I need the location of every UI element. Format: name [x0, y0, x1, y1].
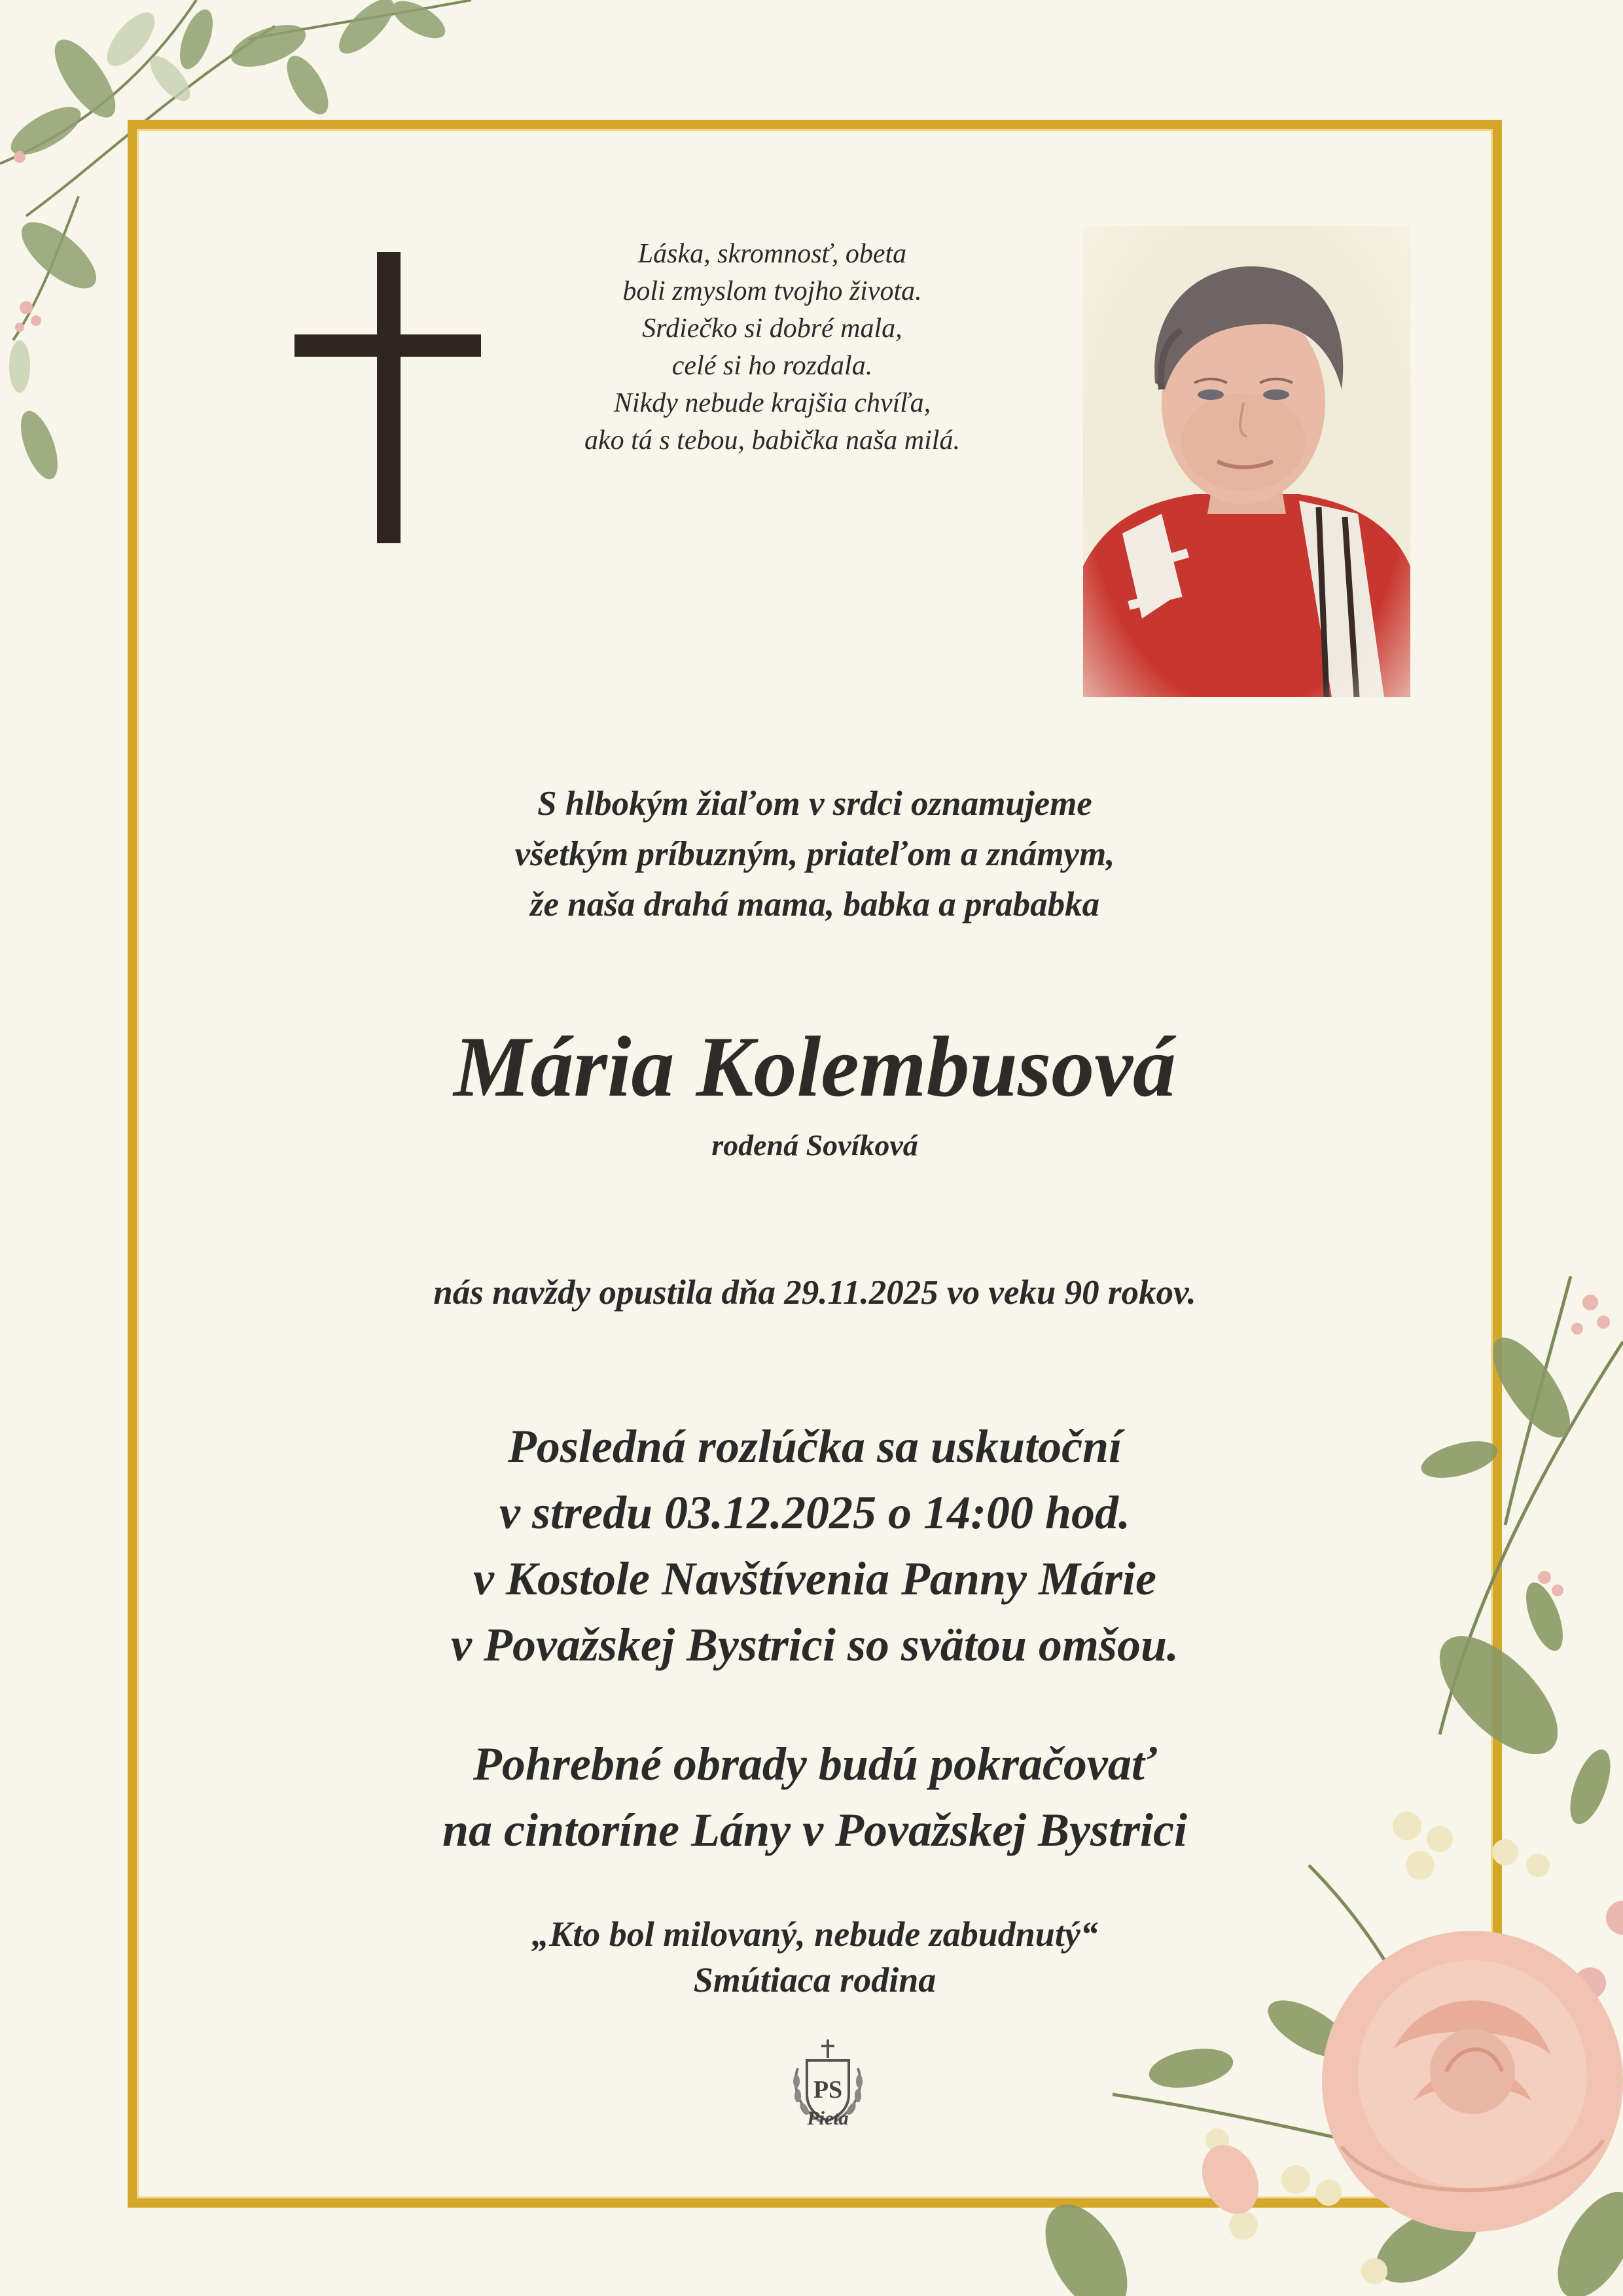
poem-line: celé si ho rozdala.	[671, 351, 873, 381]
cross-icon	[294, 252, 481, 543]
announcement-line: že naša drahá mama, babka a prababka	[529, 886, 1100, 924]
farewell-line: v Považskej Bystrici so svätou omšou.	[451, 1619, 1179, 1671]
logo-monogram: PS	[813, 2076, 843, 2104]
announcement	[128, 779, 1502, 930]
burial-line: Pohrebné obrady budú pokračovať	[473, 1738, 1157, 1790]
closing-quote: „Kto bol milovaný, nebude zabudnutý“	[531, 1914, 1098, 1954]
deceased-name: Mária Kolembusová	[454, 1018, 1176, 1115]
poem-line: Srdiečko si dobré mala,	[642, 314, 902, 344]
farewell-details	[128, 1414, 1502, 1678]
poem-line: Nikdy nebude krajšia chvíľa,	[613, 388, 931, 418]
death-notice: nás navždy opustila dňa 29.11.2025 vo veku 90 rokov.	[433, 1274, 1196, 1312]
farewell-line: Posledná rozlúčka sa uskutoční	[507, 1420, 1122, 1473]
poem-line: boli zmyslom tvojho života.	[622, 276, 922, 306]
poem	[484, 236, 1060, 459]
poem-line: ako tá s tebou, babička naša milá.	[584, 425, 960, 456]
signature: Smútiaca rodina	[693, 1960, 936, 2000]
maiden-name: rodená Sovíková	[711, 1128, 918, 1162]
logo-name: Pieta	[807, 2108, 849, 2129]
announcement-line: S hlbokým žiaľom v srdci oznamujeme	[537, 785, 1092, 823]
burial-details	[128, 1731, 1502, 1863]
farewell-line: v Kostole Navštívenia Panny Márie	[473, 1552, 1156, 1605]
closing	[128, 1911, 1502, 2003]
farewell-line: v stredu 03.12.2025 o 14:00 hod.	[499, 1486, 1131, 1539]
announcement-line: všetkým príbuzným, priateľom a známym,	[514, 835, 1115, 873]
portrait-photo	[1083, 226, 1410, 697]
poem-line: Láska, skromnosť, obeta	[637, 239, 907, 269]
burial-line: na cintoríne Lány v Považskej Bystrici	[442, 1804, 1187, 1856]
